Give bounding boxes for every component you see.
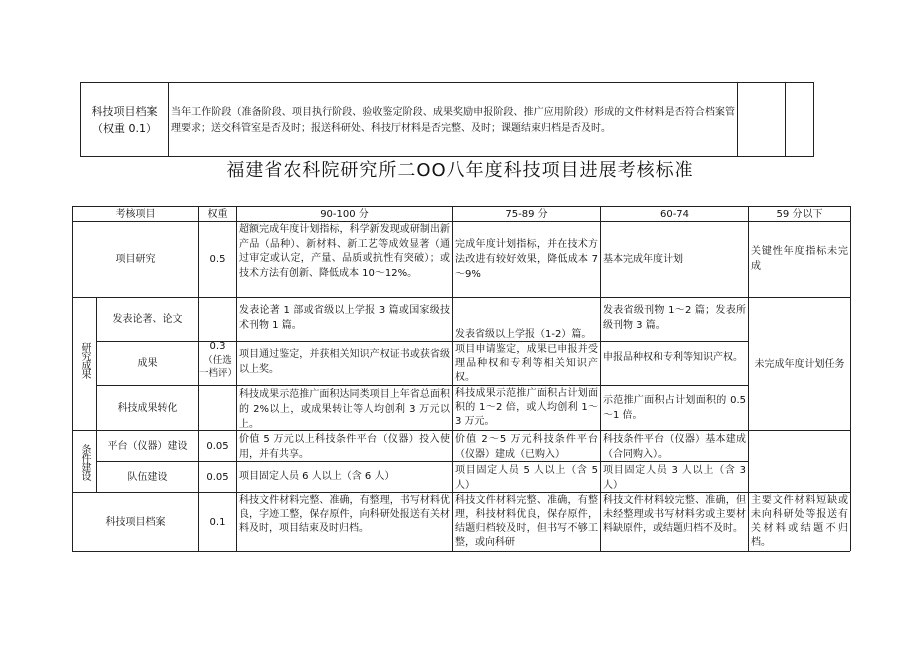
- row-archive-weight: 0.1: [209, 516, 226, 528]
- top-archive-label-text: 科技项目档案: [91, 105, 158, 118]
- row-papers-grade1: 发表论著 1 部或省级以上学报 3 篇或国家级技术刊物 1 篇。: [239, 305, 450, 331]
- header-weight: 权重: [207, 208, 228, 220]
- header-grade-60-74: 60-74: [659, 208, 690, 220]
- row-achievements-name: 成果: [137, 358, 158, 369]
- header-grade-below-59: 59 分以下: [776, 208, 823, 220]
- top-archive-description: 当年工作阶段（准备阶段、项目执行阶段、验收鉴定阶段、成果奖励申报阶段、推广应用阶段）形成的文件材料是否符合档案管理要求；送交科管室是否及时；报送科研处、科技厅材料是否完整、及时；课题结束归档是否及时。: [171, 107, 735, 134]
- row-platform-name: 平台（仪器）建设: [107, 440, 188, 452]
- row-research-grade3: 基本完成年度计划: [603, 254, 683, 265]
- row-platform-grade1: 价值 5 万元以上科技条件平台（仪器）投入使用，并有共享。: [239, 434, 450, 460]
- row-platform-weight: 0.05: [206, 440, 229, 452]
- results-weight-value: 0.3: [209, 341, 226, 352]
- row-team-grade2: 项目固定人员 5 人以上（含 5 人）: [455, 465, 598, 491]
- row-archive-name: 科技项目档案: [105, 516, 166, 528]
- row-transfer-grade3: 示范推广面积占计划面积的 0.5～1 倍。: [603, 395, 746, 421]
- row-research-name: 项目研究: [115, 254, 156, 265]
- row-team-grade1: 项目固定人员 6 人以上（含 6 人）: [239, 471, 395, 482]
- row-papers-grade3: 发表省级刊物 1～2 篇；发表所级刊物 3 篇。: [603, 305, 746, 331]
- row-platform-grade3: 科技条件平台（仪器）基本建成（合同购入）。: [603, 434, 746, 460]
- group-research-results: 研究成果: [79, 342, 90, 378]
- header-grade-75-89: 75-89 分: [505, 208, 548, 220]
- row-team-name: 队伍建设: [127, 471, 168, 483]
- row-research-grade2: 完成年度计划指标，并在技术方法改进有较好效果，降低成本 7～9%: [455, 239, 598, 280]
- row-achievements-grade3: 申报品种权和专利等知识产权。: [603, 352, 743, 363]
- row-transfer-grade1: 科技成果示范推广面积达同类项目上年省总面积的 2%以上，或成果转让等人均创利 3 万元以上。: [239, 389, 450, 430]
- header-grade-90-100: 90-100 分: [320, 208, 369, 220]
- row-achievements-grade1: 项目通过鉴定，并获相关知识产权证书或获省级以上奖。: [239, 349, 450, 375]
- row-research-grade4: 关键性年度指标未完成: [751, 246, 848, 272]
- results-grade4: 未完成年度计划任务: [754, 358, 845, 370]
- row-papers-name: 发表论著、论文: [112, 314, 183, 325]
- row-papers-grade2: 发表省级以上学报（1-2）篇。: [455, 329, 592, 340]
- row-archive-grade3: 科技文件材料较完整、准确，但未经整理或书写材料劣或主要材料缺原件，或结题归档不及时。: [603, 495, 746, 534]
- top-archive-label: [81, 100, 168, 140]
- page-title: 福建省农科院研究所二OO八年度科技项目进展考核标准: [226, 160, 694, 181]
- row-archive-grade2: 科技文件材料完整、准确，有整理，科技材料优良，保存原件，结题归档较及时，但书写不够工整，或向科研: [455, 495, 598, 548]
- row-archive-grade4: 主要文件材料短缺或未向科研处等报送有关材料或结题不归档。: [751, 495, 848, 548]
- header-item: 考核项目: [115, 208, 156, 220]
- row-research-weight: 0.5: [209, 254, 226, 265]
- group-conditions: 条件建设: [79, 443, 90, 480]
- row-platform-grade2: 价值 2～5 万元科技条件平台（仪器）建成（已购入）: [455, 434, 598, 460]
- group-results-weight: [199, 320, 236, 400]
- top-archive-weight: （权重 0.1）: [92, 122, 157, 135]
- row-team-grade3: 项目固定人员 3 人以上（含 3 人）: [603, 465, 746, 491]
- row-research-grade1: 超额完成年度计划指标，科学新发现或研制出新产品（品种）、新材料、新工艺等成效显著（通过审定或认定，产量、品质或抗性有突破）；或技术方法有创新、降低成本 10～12%。: [239, 224, 450, 279]
- row-transfer-name: 科技成果转化: [117, 402, 178, 414]
- row-transfer-grade2: 科技成果示范推广面积占计划面积的 1～2 倍，或人均创利 1～3 万元。: [455, 388, 598, 427]
- results-weight-note: （任选一档评）: [199, 355, 238, 379]
- row-archive-grade1: 科技文件材料完整、准确，有整理，书写材料优良，字迹工整，保存原件，向科研处报送有关材料及时，项目结束及时归档。: [239, 495, 450, 534]
- row-team-weight: 0.05: [206, 471, 229, 483]
- row-achievements-grade2: 项目申请鉴定，成果已申报并受理品种权和专利等相关知识产权。: [455, 344, 598, 383]
